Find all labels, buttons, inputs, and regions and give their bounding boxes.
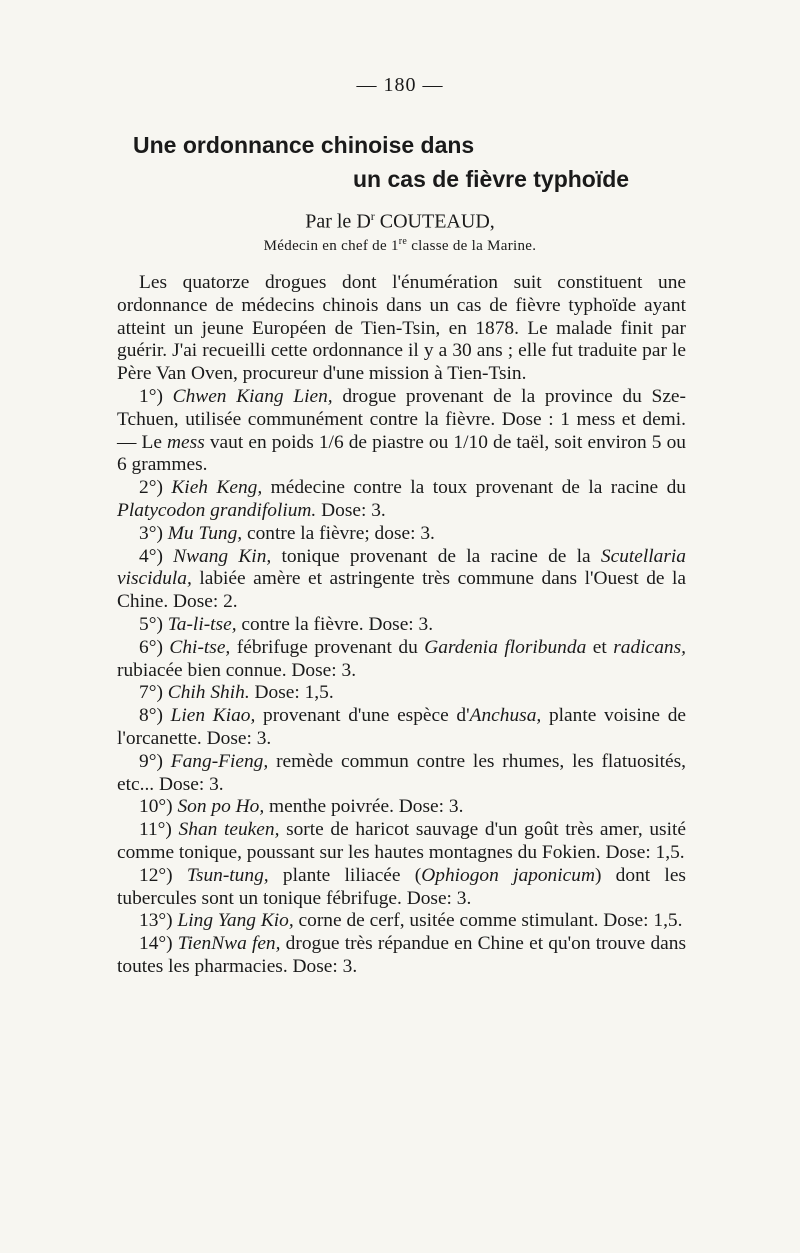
author-byline bbox=[0, 209, 800, 234]
affiliation-before: Médecin en chef de 1 bbox=[263, 238, 399, 254]
author-affiliation bbox=[0, 236, 800, 255]
list-item: 3°) Mu Tung, contre la fièvre; dose: 3. bbox=[139, 522, 435, 544]
title-line-1: Une ordonnance chinoise dans bbox=[133, 132, 475, 158]
list-item: 12°) Tsun-tung, plante liliacée (Ophiogon japonicum) dont les tubercules sont un tonique fébrifuge. Dose: 3. bbox=[117, 864, 686, 909]
byline-prefix: Par le D bbox=[305, 210, 371, 233]
author-name: COUTEAUD, bbox=[374, 210, 495, 233]
intro-paragraph: Les quatorze drogues dont l'énumération suit constituent une ordonnance de médecins chinois dans un cas de fièvre typhoïde ayant atteint un jeune Européen de Tien-Tsin, en 1878. Le malade finit par guérir. J'ai recueilli cette ordonnance il y a 30 ans ; elle fut traduite par le Père Van Oven, procureur d'une mission à Tien-Tsin. bbox=[117, 272, 686, 385]
affiliation-after: classe de la Marine. bbox=[407, 238, 537, 254]
list-item: 14°) TienNwa fen, drogue très répandue en Chine et qu'on trouve dans toutes les pharmacies. Dose: 3. bbox=[117, 933, 686, 977]
affiliation-sup: re bbox=[398, 236, 408, 247]
list-item: 8°) Lien Kiao, provenant d'une espèce d'Anchusa, plante voisine de l'orcanette. Dose: 3. bbox=[117, 705, 686, 749]
list-item: 13°) Ling Yang Kio, corne de cerf, usitée comme stimulant. Dose: 1,5. bbox=[139, 910, 683, 932]
list-item: 1°) Chwen Kiang Lien, drogue provenant de la province du Sze-Tchuen, utilisée communément contre la fièvre. Dose : 1 mess et demi. — Le mess vaut en poids 1/6 de piastre ou 1/10 de taël, soit environ 5 ou 6 grammes. bbox=[117, 385, 686, 476]
title-line-2: un cas de fièvre typhoïde bbox=[353, 166, 630, 192]
list-item: 5°) Ta-li-tse, contre la fièvre. Dose: 3. bbox=[139, 613, 434, 635]
list-item: 10°) Son po Ho, menthe poivrée. Dose: 3. bbox=[139, 796, 464, 818]
list-item: 2°) Kieh Keng, médecine contre la toux provenant de la racine du Platycodon grandifolium. Dose: 3. bbox=[117, 477, 686, 521]
list-item: 6°) Chi-tse, fébrifuge provenant du Gardenia floribunda et radicans, rubiacée bien connue. Dose: 3. bbox=[117, 636, 686, 681]
list-item: 7°) Chih Shih. Dose: 1,5. bbox=[139, 682, 334, 704]
list-item: 4°) Nwang Kin, tonique provenant de la racine de la Scutellaria viscidula, labiée amère et astringente très commune dans l'Ouest de la Chine. Dose: 2. bbox=[117, 545, 686, 613]
byline-sup: r bbox=[370, 209, 375, 223]
list-item: 9°) Fang-Fieng, remède commun contre les rhumes, les flatuosités, etc... Dose: 3. bbox=[117, 750, 686, 795]
article-body bbox=[117, 272, 686, 979]
list-item: 11°) Shan teuken, sorte de haricot sauvage d'un goût très amer, usité comme tonique, poussant sur les hautes montagnes du Fokien. Dose: 1,5. bbox=[117, 819, 686, 863]
article-title bbox=[133, 130, 693, 194]
page-number: — 180 — bbox=[356, 74, 444, 96]
